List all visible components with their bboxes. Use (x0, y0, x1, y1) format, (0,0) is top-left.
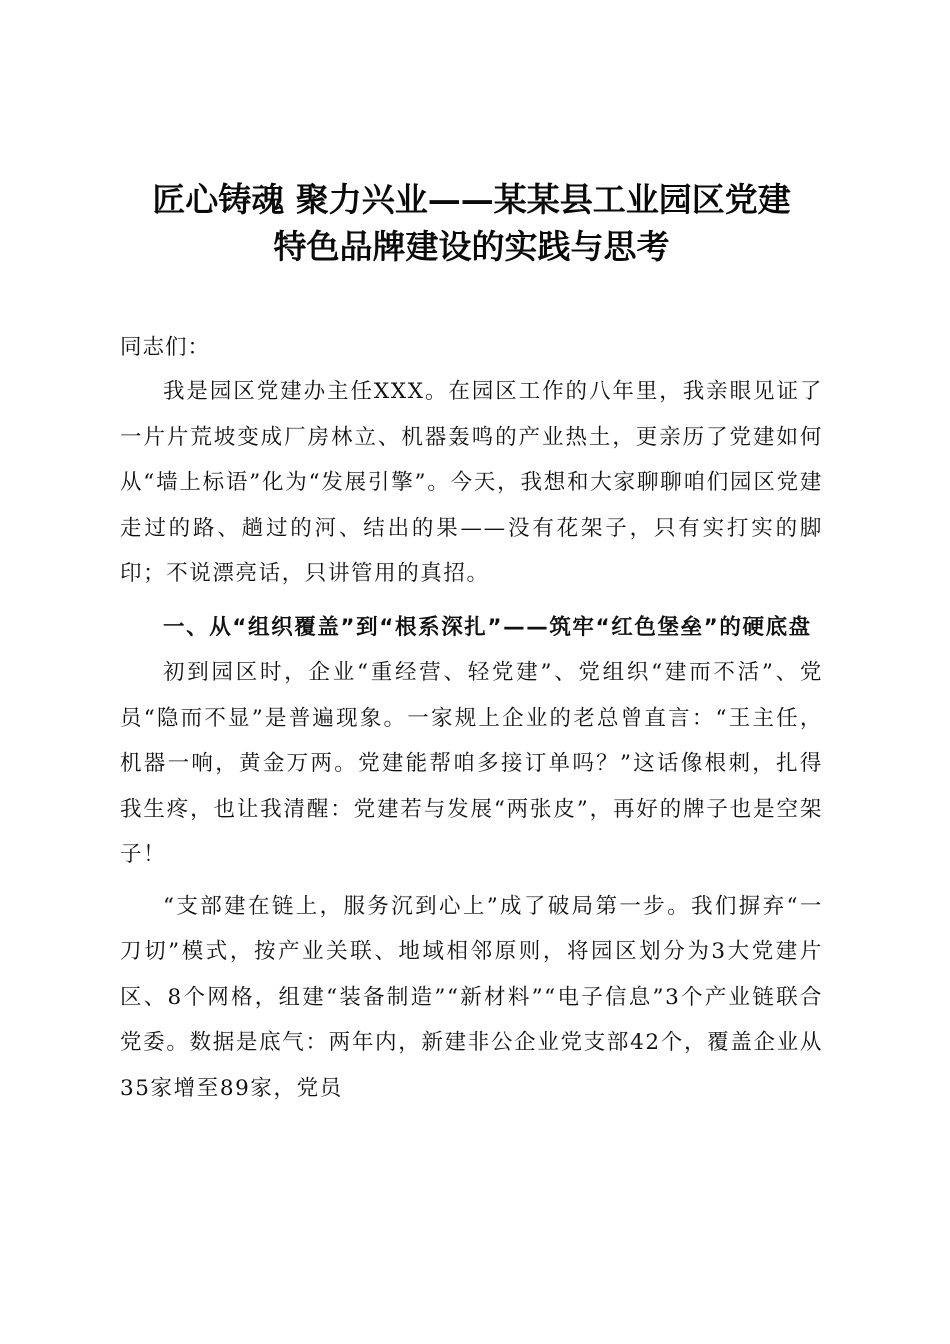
section1-paragraph-1: 初到园区时，企业“重经营、轻党建”、党组织“建而不活”、党员“隐而不显”是普遍现象。一家规上企业的老总曾直言：“王主任，机器一响，黄金万两。党建能帮咱多接订单吗？”这话像根刺，扎得我生疼，也让我清醒：党建若与发展“两张皮”，再好的牌子也是空架子！ (120, 660, 823, 867)
document-body (120, 176, 823, 1111)
section1-paragraph-2: “支部建在链上，服务沉到心上”成了破局第一步。我们摒弃“一刀切”模式，按产业关联、地域相邻原则，将园区划分为3大党建片区、8个网格，组建“装备制造”“新材料”“电子信息”3个产业链联合党委。数据是底气：两年内，新建非公企业党支部42个，覆盖企业从35家增至89家，党员 (120, 893, 823, 1101)
salutation: 同志们： (120, 335, 211, 360)
document-title (120, 176, 823, 270)
title-line-1: 匠心铸魂 聚力兴业——某某县工业园区党建 (152, 180, 791, 219)
intro-paragraph: 我是园区党建办主任XXX。在园区工作的八年里，我亲眼见证了一片片荒坡变成厂房林立、机器轰鸣的产业热土，更亲历了党建如何从“墙上标语”化为“发展引擎”。今天，我想和大家聊聊咱们园区党建走过的路、趟过的河、结出的果——没有花架子，只有实打实的脚印；不说漂亮话，只讲管用的真招。 (120, 379, 823, 586)
spacer (120, 597, 823, 603)
section-heading-1: 一、从“组织覆盖”到“根系深扎”——筑牢“红色堡垒”的硬底盘 (163, 614, 812, 640)
title-line-2: 特色品牌建设的实践与思考 (273, 227, 670, 266)
